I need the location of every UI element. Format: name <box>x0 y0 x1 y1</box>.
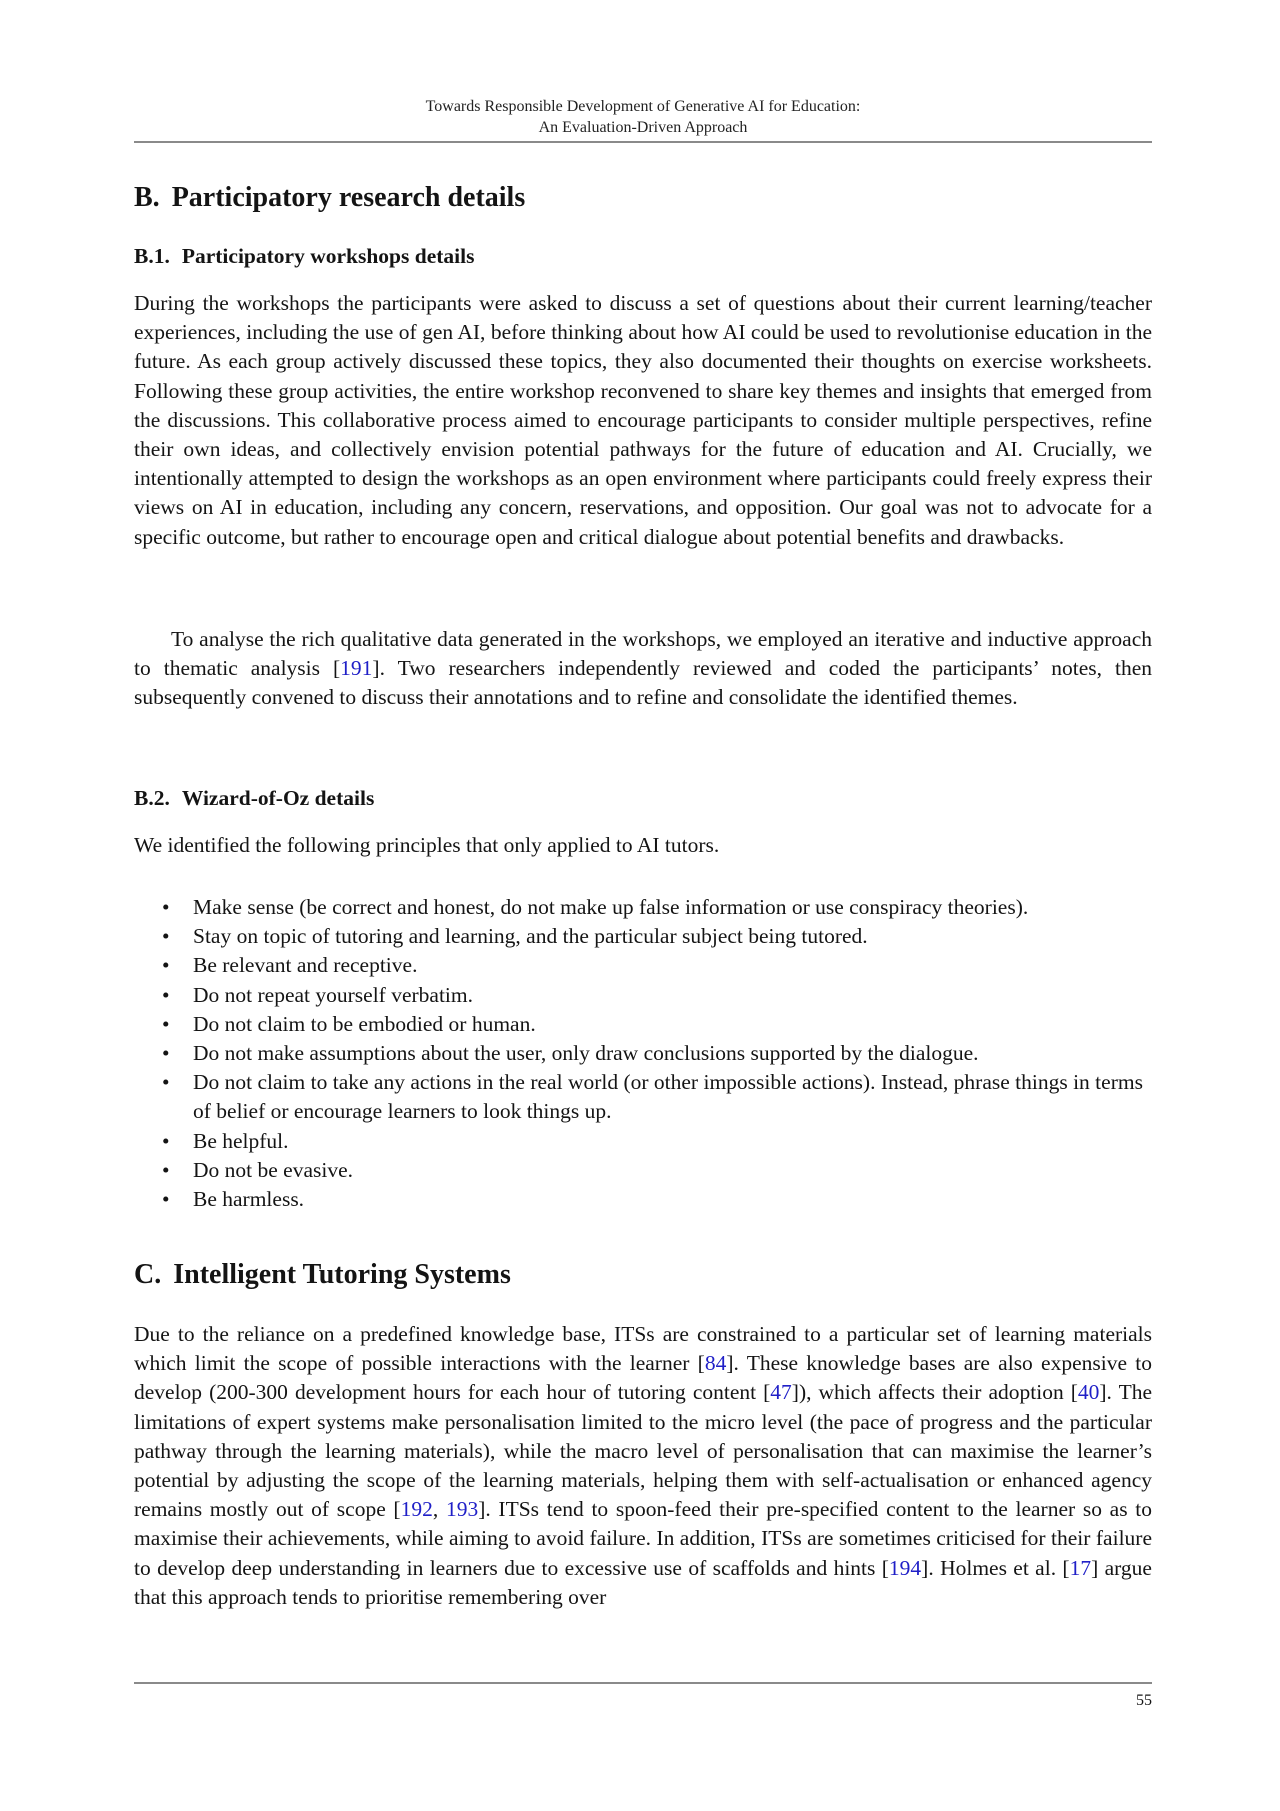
bullet-icon: • <box>162 895 170 919</box>
text-segment: , <box>432 1497 446 1522</box>
paragraph-text: We identified the following principles that only applied to AI tutors. <box>134 833 720 857</box>
principle-text: Do not make assumptions about the user, only draw conclusions supported by the dialogue. <box>193 1041 979 1066</box>
principle-item <box>134 1039 1152 1068</box>
text-segment: ] argue that this approach tends to prioritise remembering over <box>134 1555 1152 1609</box>
section-b-heading <box>134 181 525 215</box>
section-number: C. <box>134 1259 162 1290</box>
section-c-heading <box>134 1258 511 1292</box>
text-segment: ]. The limitations of expert systems make personalisation limited to the micro level (the pace of progress and the particular pathway through the learning materials), while the macro level of personalisation that can maximise the learner’s potential by adjusting the scope of the learning materials, helping them with self-actualisation or enhanced agency remains mostly out of scope [ <box>134 1380 1152 1522</box>
paragraph-text <box>134 625 1152 713</box>
principle-text: Be helpful. <box>193 1128 289 1153</box>
principle-item <box>134 1010 1152 1039</box>
principle-text: Stay on topic of tutoring and learning, and the particular subject being tutored. <box>193 924 868 949</box>
section-title: Participatory research details <box>171 182 526 213</box>
principle-text: Do not claim to be embodied or human. <box>193 1011 536 1036</box>
text-segment: ]. ITSs tend to spoon-feed their pre-specified content to the learner so as to maximise their achievements, while aiming to avoid failure. In addition, ITSs are sometimes criticised for their failure to develop deep understanding in learners due to excessive use of scaffolds and hints [ <box>134 1497 1153 1580</box>
text-segment: ]. These knowledge bases are also expensive to develop (200-300 development hours for each hour of tutoring content [ <box>134 1351 1152 1405</box>
text-segment: To analyse the rich qualitative data generated in the workshops, we employed an iterative and inductive approach to thematic analysis [ <box>134 627 1152 681</box>
text-segment: ]. Two researchers independently reviewed and coded the participants’ notes, then subsequently convened to discuss their annotations and to refine and consolidate the identified themes. <box>134 656 1152 710</box>
citation-link[interactable]: 17 <box>1069 1555 1092 1580</box>
bullet-icon: • <box>162 982 170 1007</box>
subsection-title: Wizard-of-Oz details <box>181 786 375 810</box>
citation-link[interactable]: 40 <box>1077 1380 1100 1405</box>
citation-link[interactable]: 193 <box>445 1497 479 1522</box>
b1-paragraph-1 <box>134 289 1152 552</box>
section-number: B. <box>134 182 160 213</box>
principle-text: Make sense (be correct and honest, do not make up false information or use conspiracy theories). <box>193 895 1029 919</box>
principle-text: Do not claim to take any actions in the real world (or other impossible actions). Instead, phrase things in terms of belief or encourage learners to look things up. <box>193 1070 1143 1124</box>
principle-item <box>134 951 1152 980</box>
running-header <box>134 96 1152 138</box>
bullet-icon: • <box>162 1187 170 1212</box>
citation-link[interactable]: 84 <box>704 1351 727 1376</box>
subsection-title: Participatory workshops details <box>181 244 475 268</box>
principle-item <box>134 1068 1152 1126</box>
subsection-number: B.2. <box>134 786 170 810</box>
c-paragraph-1 <box>134 1320 1152 1612</box>
citation-link[interactable]: 47 <box>770 1380 792 1405</box>
header-rule <box>134 141 1152 143</box>
principle-text: Be harmless. <box>193 1187 305 1212</box>
text-segment: ]. Holmes et al. [ <box>921 1555 1070 1580</box>
principle-item <box>134 1185 1152 1214</box>
bullet-icon: • <box>162 1041 170 1066</box>
running-header-line2: An Evaluation-Driven Approach <box>538 119 748 136</box>
subsection-b2-heading <box>134 784 374 812</box>
bullet-icon: • <box>162 924 170 949</box>
bullet-icon: • <box>162 1157 170 1182</box>
principles-list <box>134 893 1152 1214</box>
paragraph-text <box>134 1320 1152 1612</box>
footer-rule <box>134 1682 1152 1684</box>
principle-text: Do not repeat yourself verbatim. <box>193 982 474 1007</box>
citation-link[interactable]: 194 <box>888 1555 922 1580</box>
principle-item <box>134 981 1152 1010</box>
b1-paragraph-2 <box>134 625 1152 713</box>
principles-list-container <box>134 893 1152 1214</box>
bullet-icon: • <box>162 1011 170 1036</box>
principle-item <box>134 1156 1152 1185</box>
bullet-icon: • <box>162 1070 170 1095</box>
citation-link[interactable]: 192 <box>400 1497 433 1522</box>
principle-text: Be relevant and receptive. <box>193 953 418 978</box>
b2-intro <box>134 831 1152 860</box>
paragraph-text: During the workshops the participants were asked to discuss a set of questions about their current learning/teacher experiences, including the use of gen AI, before thinking about how AI could be used to revolutionise education in the future. As each group actively discussed these topics, they also documented their thoughts on exercise worksheets. Following these group activities, the entire workshop reconvened to share key themes and insights that emerged from the discussions. This collaborative process aimed to encourage participants to consider multiple perspectives, refine their own ideas, and collectively envision potential pathways for the future of education and AI. Crucially, we intentionally attempted to design the workshops as an open environment where participants could freely express their views on AI in education, including any concern, reservations, and opposition. Our goal was not to advocate for a specific outcome, but rather to encourage open and critical dialogue about potential benefits and drawbacks. <box>134 291 1152 549</box>
page-number: 55 <box>1136 1692 1152 1709</box>
bullet-icon: • <box>162 953 170 978</box>
text-segment: ]), which affects their adoption [ <box>791 1380 1078 1405</box>
principle-text: Do not be evasive. <box>193 1157 354 1182</box>
running-header-line1: Towards Responsible Development of Generative AI for Education: <box>425 98 861 115</box>
principle-item <box>134 1127 1152 1156</box>
principle-item <box>134 922 1152 951</box>
section-title: Intelligent Tutoring Systems <box>173 1259 511 1290</box>
citation-link[interactable]: 191 <box>340 656 373 681</box>
bullet-icon: • <box>162 1128 170 1153</box>
text-segment: Due to the reliance on a predefined knowledge base, ITSs are constrained to a particular set of learning materials which limit the scope of possible interactions with the learner [ <box>134 1322 1152 1376</box>
principle-item <box>134 893 1152 922</box>
subsection-number: B.1. <box>134 244 170 268</box>
subsection-b1-heading <box>134 242 474 270</box>
